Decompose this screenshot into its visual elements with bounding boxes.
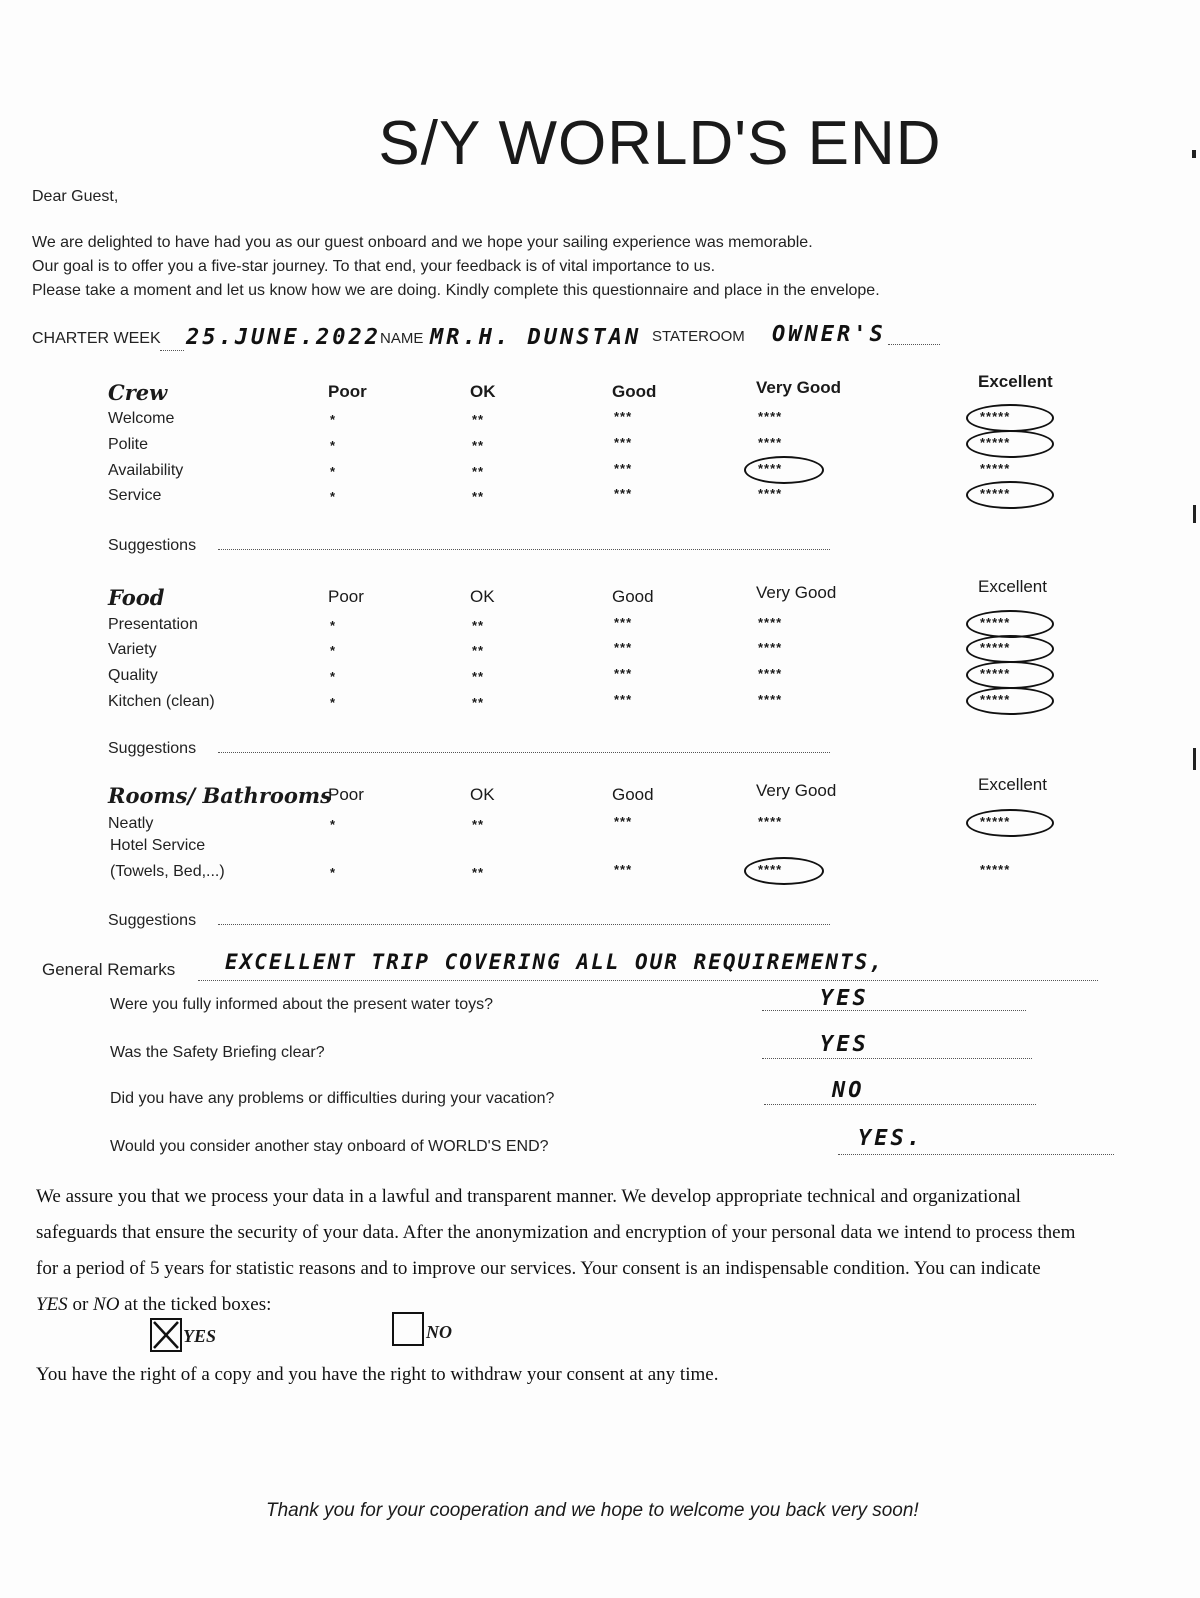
food-rating-2-stars[interactable]: ** [472,695,485,710]
stateroom-value[interactable]: OWNER'S [772,322,886,347]
rooms-selected-circle [744,857,824,885]
general-remarks-value[interactable]: EXCELLENT TRIP COVERING ALL OUR REQUIREMENTS, [225,950,884,974]
food-rating-1-stars[interactable]: * [330,643,337,658]
crew-rating-4-stars[interactable]: **** [758,409,783,424]
scan-edge-mark [1193,505,1196,523]
consent-yes-checkbox[interactable] [150,1318,182,1352]
rooms-header-good: Good [612,785,654,804]
general-remarks-label: General Remarks [42,960,176,979]
food-suggestions-label: Suggestions [108,740,197,757]
crew-rating-5-stars[interactable]: ***** [980,409,1011,424]
rooms-rating-5-stars[interactable]: ***** [980,814,1011,829]
food-row-label: Variety [108,641,157,658]
crew-rating-5-stars[interactable]: ***** [980,461,1011,476]
food-rating-3-stars[interactable]: *** [614,666,633,681]
crew-suggestions-field[interactable] [218,549,830,550]
crew-row-label: Polite [108,436,149,453]
question-4: Would you consider another stay onboard of WORLD'S END? [110,1138,549,1155]
rooms-suggestions-label: Suggestions [108,912,197,929]
stateroom-label: STATEROOM [652,328,745,345]
food-rating-1-stars[interactable]: * [330,669,337,684]
crew-rating-1-stars[interactable]: * [330,464,337,479]
crew-row-label: Service [108,487,162,504]
rooms-rating-2-stars[interactable]: ** [472,817,485,832]
food-rating-3-stars[interactable]: *** [614,640,633,655]
food-rating-1-stars[interactable]: * [330,618,337,633]
rooms-suggestions-field[interactable] [218,924,830,925]
consent-yes-label: YES [183,1326,217,1346]
food-rating-2-stars[interactable]: ** [472,618,485,633]
crew-selected-circle [966,430,1054,458]
privacy-line-3: for a period of 5 years for statistic reasons and to improve our services. Your consent is an indispensable condition. You can indicate [36,1258,1041,1279]
rooms-rating-5-stars[interactable]: ***** [980,862,1011,877]
consent-no-label: NO [426,1322,452,1342]
rooms-rating-1-stars[interactable]: * [330,865,337,880]
rooms-selected-circle [966,809,1054,837]
crew-rating-3-stars[interactable]: *** [614,461,633,476]
food-rating-4-stars[interactable]: **** [758,692,783,707]
crew-selected-circle [966,404,1054,432]
rooms-heading: Rooms/ Bathrooms [108,783,332,808]
food-rating-4-stars[interactable]: **** [758,666,783,681]
food-header-poor: Poor [328,587,364,606]
greeting: Dear Guest, [32,188,119,205]
food-row-label: Kitchen (clean) [108,693,215,710]
intro-line-2: Our goal is to offer you a five-star journey. To that end, your feedback is of vital importance to us. [32,258,716,275]
name-label: NAME [380,330,424,347]
scan-edge-mark [1192,150,1196,158]
rooms-rating-2-stars[interactable]: ** [472,865,485,880]
answer-2[interactable]: YES [820,1032,869,1057]
rooms-rating-1-stars[interactable]: * [330,817,337,832]
privacy-line-1: We assure you that we process your data in a lawful and transparent manner. We develop appropriate technical and organizational [36,1186,1021,1207]
food-selected-circle [966,635,1054,663]
crew-header-good: Good [612,382,657,401]
crew-header-ok: OK [470,382,496,401]
crew-row-label: Welcome [108,410,175,427]
crew-rating-5-stars[interactable]: ***** [980,435,1011,450]
name-value[interactable]: MR.H. DUNSTAN [430,325,642,350]
food-heading: Food [108,585,165,610]
rooms-rating-4-stars[interactable]: **** [758,862,783,877]
crew-rating-4-stars[interactable]: **** [758,486,783,501]
food-rating-1-stars[interactable]: * [330,695,337,710]
privacy-line-4: YES or NO at the ticked boxes: [36,1294,272,1315]
rooms-header-ok: OK [470,785,495,804]
food-selected-circle [966,610,1054,638]
crew-rating-4-stars[interactable]: **** [758,435,783,450]
food-rating-2-stars[interactable]: ** [472,643,485,658]
consent-no-checkbox[interactable] [392,1312,424,1346]
rooms-header-excellent: Excellent [978,775,1047,794]
intro-line-3: Please take a moment and let us know how we are doing. Kindly complete this questionnaire and place in the envelope. [32,282,880,299]
food-rating-3-stars[interactable]: *** [614,692,633,707]
crew-rating-3-stars[interactable]: *** [614,435,633,450]
crew-header-poor: Poor [328,382,367,401]
privacy-line-2: safeguards that ensure the security of your data. After the anonymization and encryption of your personal data we intend to process them [36,1222,1076,1243]
food-selected-circle [966,687,1054,715]
crew-rating-1-stars[interactable]: * [330,412,337,427]
rooms-header-very-good: Very Good [756,781,837,800]
crew-rating-2-stars[interactable]: ** [472,489,485,504]
crew-selected-circle [744,456,824,484]
crew-rating-5-stars[interactable]: ***** [980,486,1011,501]
charter-week-label: CHARTER WEEK [32,330,161,347]
crew-rating-3-stars[interactable]: *** [614,409,633,424]
crew-header-excellent: Excellent [978,372,1053,391]
answer-1[interactable]: YES [820,986,869,1011]
food-header-ok: OK [470,587,495,606]
crew-suggestions-label: Suggestions [108,537,197,554]
checkmark-x-icon [152,1320,180,1350]
intro-line-1: We are delighted to have had you as our guest onboard and we hope your sailing experience was memorable. [32,234,813,251]
question-2: Was the Safety Briefing clear? [110,1044,325,1061]
crew-rating-4-stars[interactable]: **** [758,461,783,476]
food-rating-5-stars[interactable]: ***** [980,640,1011,655]
answer-3[interactable]: NO [832,1078,865,1103]
food-header-very-good: Very Good [756,583,837,602]
food-row-label: Quality [108,667,158,684]
rooms-row-label: Neatly [108,815,154,832]
food-rating-4-stars[interactable]: **** [758,640,783,655]
rooms-rating-3-stars[interactable]: *** [614,814,633,829]
food-rating-5-stars[interactable]: ***** [980,692,1011,707]
food-rating-5-stars[interactable]: ***** [980,666,1011,681]
rooms-header-poor: Poor [328,785,364,804]
privacy-rights: You have the right of a copy and you have the right to withdraw your consent at any time. [36,1364,719,1385]
crew-rating-1-stars[interactable]: * [330,489,337,504]
question-1: Were you fully informed about the present water toys? [110,996,494,1013]
crew-header-very-good: Very Good [756,378,842,397]
crew-row-label: Availability [108,462,184,479]
crew-rating-2-stars[interactable]: ** [472,464,485,479]
food-selected-circle [966,661,1054,689]
scan-edge-mark [1193,748,1196,770]
food-rating-5-stars[interactable]: ***** [980,615,1011,630]
footer-thanks: Thank you for your cooperation and we hope to welcome you back very soon! [266,1500,919,1521]
rooms-rating-3-stars[interactable]: *** [614,862,633,877]
question-3: Did you have any problems or difficulties during your vacation? [110,1090,555,1107]
rooms-row-sublabel: (Towels, Bed,...) [110,863,225,880]
crew-heading: Crew [108,380,168,405]
answer-4[interactable]: YES. [858,1126,923,1151]
food-row-label: Presentation [108,616,198,633]
crew-rating-2-stars[interactable]: ** [472,438,485,453]
food-rating-2-stars[interactable]: ** [472,669,485,684]
food-rating-3-stars[interactable]: *** [614,615,633,630]
charter-week-value[interactable]: 25.JUNE.2022 [186,325,381,350]
rooms-row-label: Hotel Service [110,837,206,854]
crew-rating-2-stars[interactable]: ** [472,412,485,427]
rooms-rating-4-stars[interactable]: **** [758,814,783,829]
crew-rating-1-stars[interactable]: * [330,438,337,453]
food-rating-4-stars[interactable]: **** [758,615,783,630]
food-header-excellent: Excellent [978,577,1047,596]
crew-rating-3-stars[interactable]: *** [614,486,633,501]
food-suggestions-field[interactable] [218,752,830,753]
crew-selected-circle [966,481,1054,509]
page-title: S/Y WORLD'S END [378,109,942,178]
food-header-good: Good [612,587,654,606]
